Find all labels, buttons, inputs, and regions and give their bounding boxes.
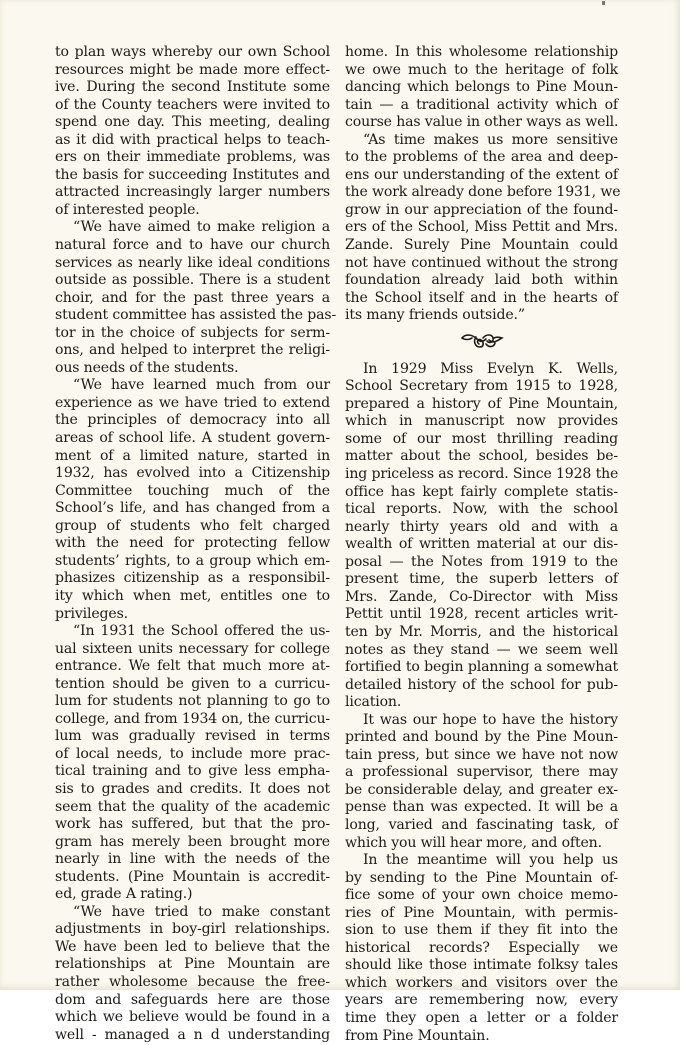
text-line: tical training and to give less empha- — [55, 763, 330, 780]
text-line: nearly in line with the needs of the — [55, 851, 330, 868]
text-line: nearly thirty years old and with a — [345, 518, 618, 535]
text-line: tical reports. Now, with the school — [345, 501, 618, 518]
text-line: from Pine Mountain. — [345, 1027, 490, 1044]
text-line: fice some of your own choice memo- — [345, 887, 618, 904]
text-line: grow in our appreciation of the found- — [345, 201, 618, 218]
text-line: seem that the quality of the academic — [55, 798, 330, 815]
text-line: ten by Mr. Morris, and the historical — [345, 623, 618, 640]
text-line: lication. — [345, 694, 402, 711]
text-line: office has kept fairly complete statis- — [345, 483, 618, 500]
text-line: rather wholesome because the free- — [55, 973, 330, 990]
text-line: which in manuscript now provides — [345, 413, 618, 430]
text-line: which workers and visitors over the — [345, 974, 618, 991]
text-line: phasizes citizenship as a responsibil- — [55, 570, 330, 587]
text-line: outside as possible. There is a student — [55, 272, 330, 289]
text-line: ment of a limited nature, started in — [55, 447, 330, 464]
scroll-flourish-icon — [459, 329, 505, 351]
text-line: “We have aimed to make religion a — [73, 219, 330, 236]
text-line: work has suffered, but that the pro- — [55, 816, 330, 833]
text-line: pense than was expected. It will be a — [345, 799, 618, 816]
text-line: Pettit until 1928, recent articles writ- — [345, 606, 618, 623]
text-line: adjustments in boy-girl relationships. — [55, 921, 330, 938]
text-line: ons, and helped to interpret the religi- — [55, 342, 330, 359]
text-line: ing priceless as record. Since 1928 the — [345, 466, 619, 483]
text-line: School Secretary from 1915 to 1928, — [345, 378, 618, 395]
text-line: sion to use them if they fit into the — [345, 922, 618, 939]
text-line: ed, grade A rating.) — [55, 886, 193, 903]
text-line: “In 1931 the School offered the us- — [73, 623, 330, 640]
text-line: group of students who felt charged — [55, 517, 330, 534]
text-line: time they open a letter or a folder — [345, 1009, 618, 1026]
text-line: Committee touching much of the — [55, 482, 330, 499]
ornament-divider — [345, 325, 618, 361]
text-line: its many friends outside.” — [345, 307, 525, 324]
text-line: foundation already laid both within — [345, 272, 618, 289]
text-line: years are remembering now, every — [345, 992, 618, 1009]
text-line: tain — a traditional activity which of — [345, 96, 618, 113]
text-line: a professional supervisor, there may — [345, 764, 618, 781]
text-line: long, varied and fascinating task, of — [345, 816, 618, 833]
text-line: lum was gradually revised in terms — [55, 728, 330, 745]
text-line: sis to grades and credits. It does not — [55, 780, 330, 797]
text-line: ous needs of the students. — [55, 359, 239, 376]
text-line: matter about the school, besides be- — [345, 448, 618, 465]
text-line: some of our most thrilling reading — [345, 430, 618, 447]
text-line: the principles of democracy into all — [55, 412, 330, 429]
text-line: Zande. Surely Pine Mountain could — [345, 237, 618, 254]
text-line: ers on their immediate problems, was — [55, 149, 330, 166]
text-line: the School itself and in the hearts of — [345, 289, 618, 306]
text-line: lum for students not planning to go to — [55, 693, 330, 710]
text-line: dancing which belongs to Pine Moun- — [345, 79, 618, 96]
text-line: by sending to the Pine Mountain of- — [345, 869, 618, 886]
text-line: experience as we have tried to extend — [55, 394, 330, 411]
text-line: of interested people. — [55, 201, 200, 218]
text-line: entrance. We felt that much more at- — [55, 658, 330, 675]
text-line: 1932, has evolved into a Citizenship — [55, 465, 330, 482]
scan-mark — [602, 1, 605, 5]
text-line: notes as they stand — we seem well — [345, 641, 618, 658]
text-line: detailed history of the school for pub- — [345, 676, 618, 693]
text-line: we owe much to the heritage of folk — [345, 61, 618, 78]
text-line: services as nearly like ideal conditions — [55, 254, 330, 271]
right-column — [345, 44, 621, 1045]
text-line: to plan ways whereby our own School — [55, 44, 330, 60]
text-line: as it did with practical helps to teach- — [55, 131, 330, 148]
text-line: “We have tried to make constant — [73, 903, 330, 920]
text-line: gram has merely been brought more — [55, 833, 330, 850]
text-line: ens our understanding of the extent of — [345, 166, 618, 183]
text-line: spend one day. This meeting, dealing — [55, 114, 330, 131]
text-line: course has value in other ways as well. — [345, 114, 619, 131]
text-line: to the problems of the area and deep- — [345, 149, 618, 166]
text-line: attracted increasingly larger numbers — [55, 184, 330, 201]
text-line: the work already done before 1931, we — [345, 184, 621, 201]
text-line: “As time makes us more sensitive — [363, 131, 618, 148]
text-line: natural force and to have our church — [55, 237, 330, 254]
text-line: not have continued without the strong — [345, 254, 618, 271]
text-line: historical records? Especially we — [345, 939, 618, 956]
text-line: ers of the School, Miss Pettit and Mrs. — [345, 219, 618, 236]
text-line: resources might be made more effect- — [55, 61, 330, 78]
text-line: ive. During the second Institute some — [55, 79, 330, 96]
text-line: of the County teachers were invited to — [55, 96, 330, 113]
text-line: printed and bound by the Pine Moun- — [345, 729, 618, 746]
text-line: ity which when met, entitles one to — [55, 587, 330, 604]
text-line: tor in the choice of subjects for serm- — [55, 324, 330, 341]
text-line: home. In this wholesome relationship — [345, 44, 618, 60]
text-line: fortified to begin planning a somewhat — [345, 659, 618, 676]
left-column — [55, 44, 337, 1044]
text-line: prepared a history of Pine Mountain, — [345, 395, 618, 412]
text-line: student committee has assisted the pas- — [55, 307, 337, 324]
text-line: tention should be given to a curricu- — [55, 675, 330, 692]
text-line: choir, and for the past three years a — [55, 289, 330, 306]
text-line: well - managed a n d understanding — [55, 1026, 330, 1043]
text-line: should like those intimate folksy tales — [345, 957, 618, 974]
text-line: with the need for protecting fellow — [55, 535, 330, 552]
text-line: In 1929 Miss Evelyn K. Wells, — [363, 360, 618, 377]
text-line: be considerable delay, and greater ex- — [345, 781, 618, 798]
text-line: We have been led to believe that the — [55, 938, 330, 955]
text-line: “We have learned much from our — [73, 377, 330, 394]
text-line: It was our hope to have the history — [363, 711, 618, 728]
text-line: ries of Pine Mountain, with permis- — [345, 904, 618, 921]
text-line: areas of school life. A student govern- — [55, 430, 330, 447]
text-line: students. (Pine Mountain is accredit- — [55, 868, 330, 885]
text-line: which we believe would be found in a — [55, 1009, 330, 1026]
text-line: tain press, but since we have not now — [345, 746, 618, 763]
text-line: the basis for succeeding Institutes and — [55, 166, 330, 183]
text-line: college, and from 1934 on, the curricu- — [55, 710, 330, 727]
text-line: privileges. — [55, 605, 129, 622]
text-line: In the meantime will you help us — [363, 852, 618, 869]
text-line: which you will hear more, and often. — [345, 834, 602, 851]
text-line: students’ rights, to a group which em- — [55, 552, 330, 569]
text-line: ual sixteen units necessary for college — [55, 640, 330, 657]
text-line: Mrs. Zande, Co-Director with Miss — [345, 588, 618, 605]
text-line: of local needs, to include more prac- — [55, 745, 330, 762]
text-line: present time, the superb letters of — [345, 571, 618, 588]
text-line: dom and safeguards here are those — [55, 991, 330, 1008]
text-line: wealth of written material at our dis- — [345, 536, 618, 553]
text-line: relationships at Pine Mountain are — [55, 956, 330, 973]
text-line: School’s life, and has changed from a — [55, 500, 330, 517]
text-line: posal — the Notes from 1919 to the — [345, 553, 618, 570]
